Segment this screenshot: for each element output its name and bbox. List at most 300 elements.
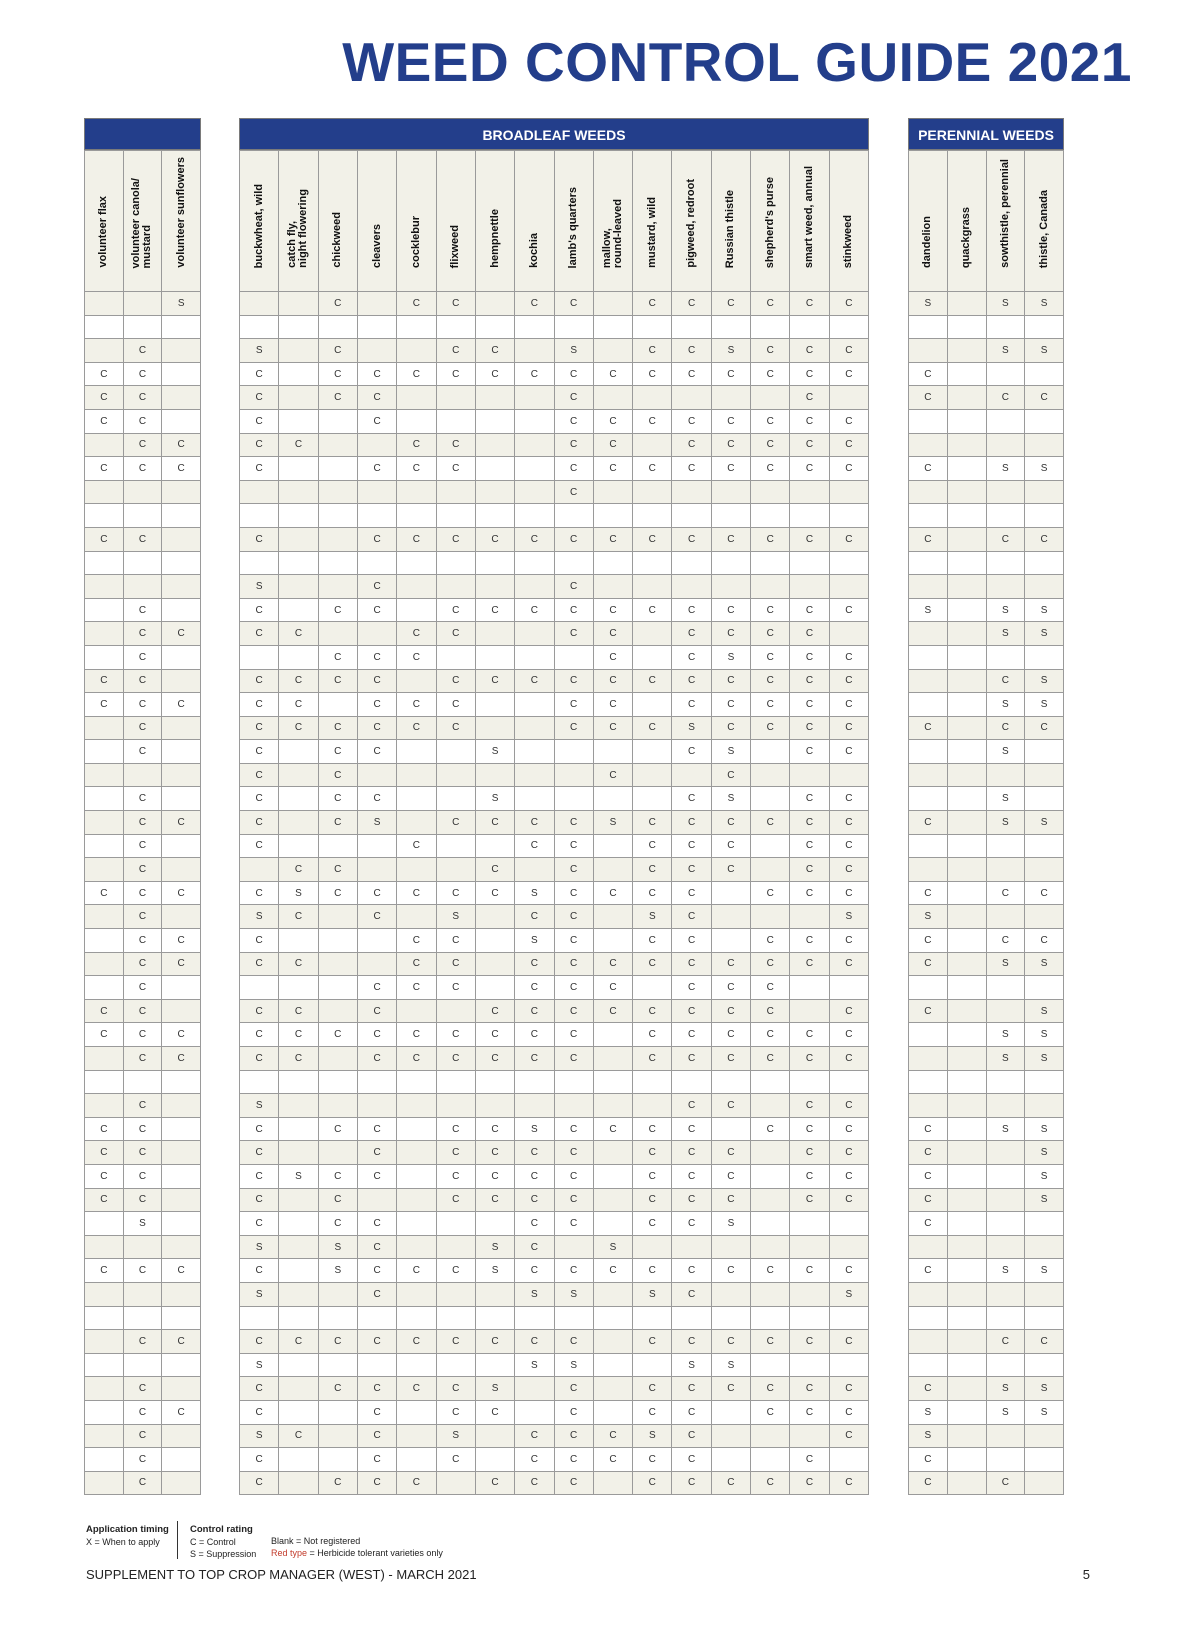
rating-cell: C (751, 645, 790, 669)
rating-cell (85, 1448, 124, 1472)
column-label: smart weed, annual (803, 165, 816, 268)
rating-cell: C (475, 598, 514, 622)
rating-cell: C (672, 693, 711, 717)
rating-cell (711, 1117, 750, 1141)
rating-cell: C (593, 881, 632, 905)
table-row (240, 716, 869, 740)
rating-cell (475, 1282, 514, 1306)
table-row (240, 976, 869, 1000)
rating-cell: C (240, 881, 279, 905)
rating-cell (986, 999, 1025, 1023)
rating-cell (475, 763, 514, 787)
rating-cell (357, 551, 396, 575)
column-header (162, 151, 201, 292)
rating-cell: C (829, 339, 868, 363)
rating-cell (947, 480, 986, 504)
rating-cell (397, 1117, 436, 1141)
rating-cell (279, 811, 318, 835)
rating-cell: S (279, 881, 318, 905)
rating-cell: C (554, 1471, 593, 1495)
column-header (475, 151, 514, 292)
rating-cell (515, 457, 554, 481)
table-row (85, 292, 201, 316)
rating-cell: C (672, 858, 711, 882)
rating-cell (986, 362, 1025, 386)
rating-cell (162, 315, 201, 339)
rating-cell (475, 575, 514, 599)
rating-cell: S (475, 1235, 514, 1259)
rating-cell: C (909, 1141, 948, 1165)
rating-cell: C (123, 1259, 162, 1283)
rating-cell (318, 457, 357, 481)
rating-cell: C (357, 575, 396, 599)
rating-cell: C (397, 1377, 436, 1401)
rating-cell: C (123, 1424, 162, 1448)
rating-cell (357, 480, 396, 504)
rating-cell: C (318, 1164, 357, 1188)
rating-cell (240, 645, 279, 669)
table-row (240, 1094, 869, 1118)
rating-cell: C (829, 1424, 868, 1448)
rating-cell (751, 575, 790, 599)
rating-cell (397, 315, 436, 339)
rating-cell (947, 740, 986, 764)
rating-cell (279, 339, 318, 363)
rating-cell: C (672, 1212, 711, 1236)
column-label: volunteer flax (97, 196, 110, 268)
rating-cell (397, 858, 436, 882)
rating-cell: C (397, 693, 436, 717)
rating-cell: C (829, 1141, 868, 1165)
rating-cell (85, 551, 124, 575)
rating-cell: S (318, 1235, 357, 1259)
rating-cell (318, 1047, 357, 1071)
table-row (240, 858, 869, 882)
rating-cell (947, 1282, 986, 1306)
rating-cell (593, 1023, 632, 1047)
rating-cell (436, 551, 475, 575)
table-row (85, 976, 201, 1000)
table-row (909, 1141, 1064, 1165)
rating-cell (85, 575, 124, 599)
rating-cell (475, 433, 514, 457)
rating-cell: C (554, 669, 593, 693)
rating-cell: C (436, 598, 475, 622)
rating-cell: C (633, 952, 672, 976)
rating-cell: C (633, 409, 672, 433)
rating-cell: S (515, 929, 554, 953)
rating-cell: C (672, 645, 711, 669)
rating-cell (829, 575, 868, 599)
rating-cell: C (436, 1047, 475, 1071)
rating-cell (279, 598, 318, 622)
rating-cell (986, 1164, 1025, 1188)
rating-cell: C (633, 1188, 672, 1212)
rating-cell: C (475, 999, 514, 1023)
rating-cell (318, 527, 357, 551)
rating-cell (947, 1471, 986, 1495)
rating-cell: C (672, 976, 711, 1000)
rating-cell (1025, 551, 1064, 575)
table-row (85, 999, 201, 1023)
rating-cell (162, 1282, 201, 1306)
rating-cell: C (515, 1330, 554, 1354)
rating-cell: C (711, 409, 750, 433)
rating-cell (397, 386, 436, 410)
rating-cell (515, 386, 554, 410)
rating-cell (397, 1448, 436, 1472)
rating-cell: C (123, 787, 162, 811)
rating-cell (85, 1212, 124, 1236)
table-row (909, 1377, 1064, 1401)
rating-cell: C (515, 976, 554, 1000)
rating-cell: C (711, 763, 750, 787)
rating-cell (475, 315, 514, 339)
rating-cell: C (829, 1400, 868, 1424)
rating-cell (593, 1047, 632, 1071)
table-row (85, 1471, 201, 1495)
rating-cell: C (357, 645, 396, 669)
rating-cell (397, 1424, 436, 1448)
column-header (711, 151, 750, 292)
rating-cell (357, 1070, 396, 1094)
rating-cell: C (751, 1330, 790, 1354)
rating-cell: C (554, 1212, 593, 1236)
rating-cell: C (593, 1259, 632, 1283)
rating-cell: C (711, 999, 750, 1023)
rating-cell (162, 551, 201, 575)
table-row (240, 1400, 869, 1424)
rating-cell: C (357, 457, 396, 481)
rating-cell: C (162, 1047, 201, 1071)
rating-cell: C (279, 433, 318, 457)
rating-cell: C (790, 457, 829, 481)
rating-cell: C (672, 409, 711, 433)
rating-cell: C (357, 1424, 396, 1448)
rating-cell (593, 339, 632, 363)
table-row (85, 1377, 201, 1401)
rating-cell (986, 1448, 1025, 1472)
rating-cell (711, 1306, 750, 1330)
rating-cell: C (436, 693, 475, 717)
rating-cell: C (123, 976, 162, 1000)
rating-cell (357, 504, 396, 528)
rating-cell (1025, 645, 1064, 669)
rating-cell: C (829, 1117, 868, 1141)
rating-cell (123, 480, 162, 504)
rating-cell: C (829, 1471, 868, 1495)
rating-cell (515, 339, 554, 363)
rating-cell (85, 763, 124, 787)
table-row (909, 999, 1064, 1023)
rating-cell (162, 976, 201, 1000)
rating-cell: C (123, 811, 162, 835)
perennial-group-header: PERENNIAL WEEDS (908, 118, 1064, 150)
rating-cell: C (240, 386, 279, 410)
rating-cell: C (554, 1259, 593, 1283)
table-row (909, 1188, 1064, 1212)
rating-cell: C (554, 1023, 593, 1047)
rating-cell: C (397, 834, 436, 858)
rating-cell (436, 480, 475, 504)
rating-cell (947, 1330, 986, 1354)
column-label: pigweed, redroot (685, 179, 698, 268)
rating-cell: C (397, 716, 436, 740)
rating-cell (162, 763, 201, 787)
rating-cell: C (436, 669, 475, 693)
rating-cell: C (85, 362, 124, 386)
rating-cell: C (672, 1377, 711, 1401)
rating-cell (554, 504, 593, 528)
rating-cell (947, 527, 986, 551)
rating-cell: C (672, 362, 711, 386)
rating-cell: S (711, 1212, 750, 1236)
rating-cell: C (123, 362, 162, 386)
rating-cell (554, 1235, 593, 1259)
column-header (357, 151, 396, 292)
rating-cell (397, 669, 436, 693)
rating-cell: C (672, 929, 711, 953)
rating-cell (633, 740, 672, 764)
rating-cell (475, 457, 514, 481)
rating-cell (986, 480, 1025, 504)
table-row (240, 952, 869, 976)
rating-cell (279, 1471, 318, 1495)
rating-cell: C (790, 1400, 829, 1424)
rating-cell: C (751, 409, 790, 433)
rating-cell (1025, 1070, 1064, 1094)
rating-cell: C (162, 929, 201, 953)
rating-cell: S (986, 1400, 1025, 1424)
rating-cell: C (279, 716, 318, 740)
column-label: buckwheat, wild (252, 183, 265, 268)
rating-cell (593, 1070, 632, 1094)
rating-cell: C (829, 362, 868, 386)
rating-cell: C (790, 1141, 829, 1165)
rating-cell: S (909, 905, 948, 929)
rating-cell: C (711, 1259, 750, 1283)
rating-cell (162, 480, 201, 504)
rating-cell: C (633, 881, 672, 905)
rating-cell: C (162, 622, 201, 646)
rating-cell: C (357, 527, 396, 551)
rating-cell (947, 1070, 986, 1094)
rating-cell (1025, 834, 1064, 858)
rating-cell (85, 976, 124, 1000)
rating-cell (751, 551, 790, 575)
legend-timing-x: X = When to apply (86, 1537, 160, 1547)
table-row (240, 1188, 869, 1212)
rating-cell: S (986, 1117, 1025, 1141)
rating-cell: C (85, 999, 124, 1023)
rating-cell (475, 976, 514, 1000)
table-row (909, 480, 1064, 504)
rating-cell (162, 1353, 201, 1377)
rating-cell (318, 693, 357, 717)
rating-cell (85, 1047, 124, 1071)
rating-cell (829, 480, 868, 504)
rating-cell (947, 504, 986, 528)
rating-cell: C (240, 1164, 279, 1188)
rating-cell (279, 1448, 318, 1472)
rating-cell: C (790, 1471, 829, 1495)
rating-cell: C (909, 1377, 948, 1401)
rating-cell (318, 1424, 357, 1448)
rating-cell: C (829, 527, 868, 551)
rating-cell (515, 1070, 554, 1094)
rating-cell: C (633, 716, 672, 740)
rating-cell (436, 386, 475, 410)
rating-cell (790, 905, 829, 929)
table-row (85, 905, 201, 929)
rating-cell: C (829, 1330, 868, 1354)
rating-cell (85, 1282, 124, 1306)
rating-cell: C (123, 716, 162, 740)
rating-cell (436, 1235, 475, 1259)
rating-cell: C (357, 905, 396, 929)
column-label: mallow, round-leaved (600, 198, 624, 268)
table-row (240, 1070, 869, 1094)
rating-cell: S (162, 292, 201, 316)
rating-cell (909, 763, 948, 787)
rating-cell (318, 929, 357, 953)
rating-cell (947, 834, 986, 858)
table-row (240, 1164, 869, 1188)
rating-cell (162, 1377, 201, 1401)
rating-cell (947, 881, 986, 905)
table-row (240, 480, 869, 504)
rating-cell: C (711, 858, 750, 882)
table-row (909, 504, 1064, 528)
rating-cell: C (554, 929, 593, 953)
rating-cell: C (790, 693, 829, 717)
rating-cell (162, 716, 201, 740)
rating-cell (475, 929, 514, 953)
table-row (909, 1424, 1064, 1448)
rating-cell (515, 645, 554, 669)
rating-cell: C (240, 1471, 279, 1495)
table-row (85, 952, 201, 976)
rating-cell: C (397, 976, 436, 1000)
rating-cell (475, 1306, 514, 1330)
rating-cell (947, 575, 986, 599)
rating-cell: C (633, 1330, 672, 1354)
rating-cell (829, 622, 868, 646)
rating-cell: C (711, 622, 750, 646)
table-row (85, 858, 201, 882)
rating-cell: C (123, 1047, 162, 1071)
rating-cell: C (711, 292, 750, 316)
rating-cell (711, 480, 750, 504)
rating-cell: C (672, 669, 711, 693)
rating-cell: C (909, 811, 948, 835)
rating-cell (318, 1282, 357, 1306)
rating-cell: C (633, 1400, 672, 1424)
rating-cell: C (397, 1047, 436, 1071)
rating-cell (85, 858, 124, 882)
rating-cell: C (829, 669, 868, 693)
rating-cell: C (240, 1377, 279, 1401)
rating-cell (672, 386, 711, 410)
table-row (909, 716, 1064, 740)
legend-red-desc: = Herbicide tolerant varieties only (307, 1548, 443, 1558)
rating-cell (279, 1141, 318, 1165)
rating-cell (240, 976, 279, 1000)
rating-cell: C (436, 527, 475, 551)
rating-cell: C (357, 1377, 396, 1401)
rating-cell: C (554, 598, 593, 622)
rating-cell (123, 292, 162, 316)
rating-cell: C (909, 1188, 948, 1212)
rating-cell: C (986, 386, 1025, 410)
rating-cell: C (1025, 1330, 1064, 1354)
rating-cell: C (593, 622, 632, 646)
rating-cell: C (790, 386, 829, 410)
column-header (240, 151, 279, 292)
rating-cell: C (515, 362, 554, 386)
table-row (909, 1306, 1064, 1330)
rating-cell (318, 999, 357, 1023)
rating-cell (475, 409, 514, 433)
rating-cell: C (672, 433, 711, 457)
rating-cell: C (554, 1047, 593, 1071)
rating-cell (986, 1353, 1025, 1377)
rating-cell: S (240, 1424, 279, 1448)
rating-cell (947, 292, 986, 316)
table-row (85, 315, 201, 339)
rating-cell: C (554, 480, 593, 504)
rating-cell: C (790, 339, 829, 363)
rating-cell: S (1025, 1259, 1064, 1283)
rating-cell: C (593, 598, 632, 622)
rating-cell: S (279, 1164, 318, 1188)
column-header (751, 151, 790, 292)
rating-cell (829, 1306, 868, 1330)
rating-cell: C (554, 1377, 593, 1401)
rating-cell: C (162, 811, 201, 835)
table-row (85, 1141, 201, 1165)
rating-cell: C (711, 362, 750, 386)
rating-cell: C (633, 834, 672, 858)
rating-cell: S (672, 1353, 711, 1377)
rating-cell (986, 575, 1025, 599)
rating-cell: C (633, 1471, 672, 1495)
rating-cell (436, 1471, 475, 1495)
rating-cell: C (123, 1400, 162, 1424)
rating-cell (986, 409, 1025, 433)
rating-cell: C (751, 811, 790, 835)
table-row (909, 1353, 1064, 1377)
table-row (240, 575, 869, 599)
rating-cell: C (790, 598, 829, 622)
table-row (240, 622, 869, 646)
rating-cell: C (909, 386, 948, 410)
rating-cell (751, 1235, 790, 1259)
rating-cell: C (790, 362, 829, 386)
rating-cell: C (711, 811, 750, 835)
rating-cell (162, 362, 201, 386)
table-row (909, 1047, 1064, 1071)
rating-cell (711, 386, 750, 410)
rating-cell: C (751, 1023, 790, 1047)
table-row (240, 339, 869, 363)
rating-cell: C (909, 716, 948, 740)
rating-cell: C (475, 1023, 514, 1047)
rating-cell (790, 551, 829, 575)
rating-cell: C (436, 1023, 475, 1047)
rating-cell: C (436, 1400, 475, 1424)
rating-cell: C (554, 976, 593, 1000)
